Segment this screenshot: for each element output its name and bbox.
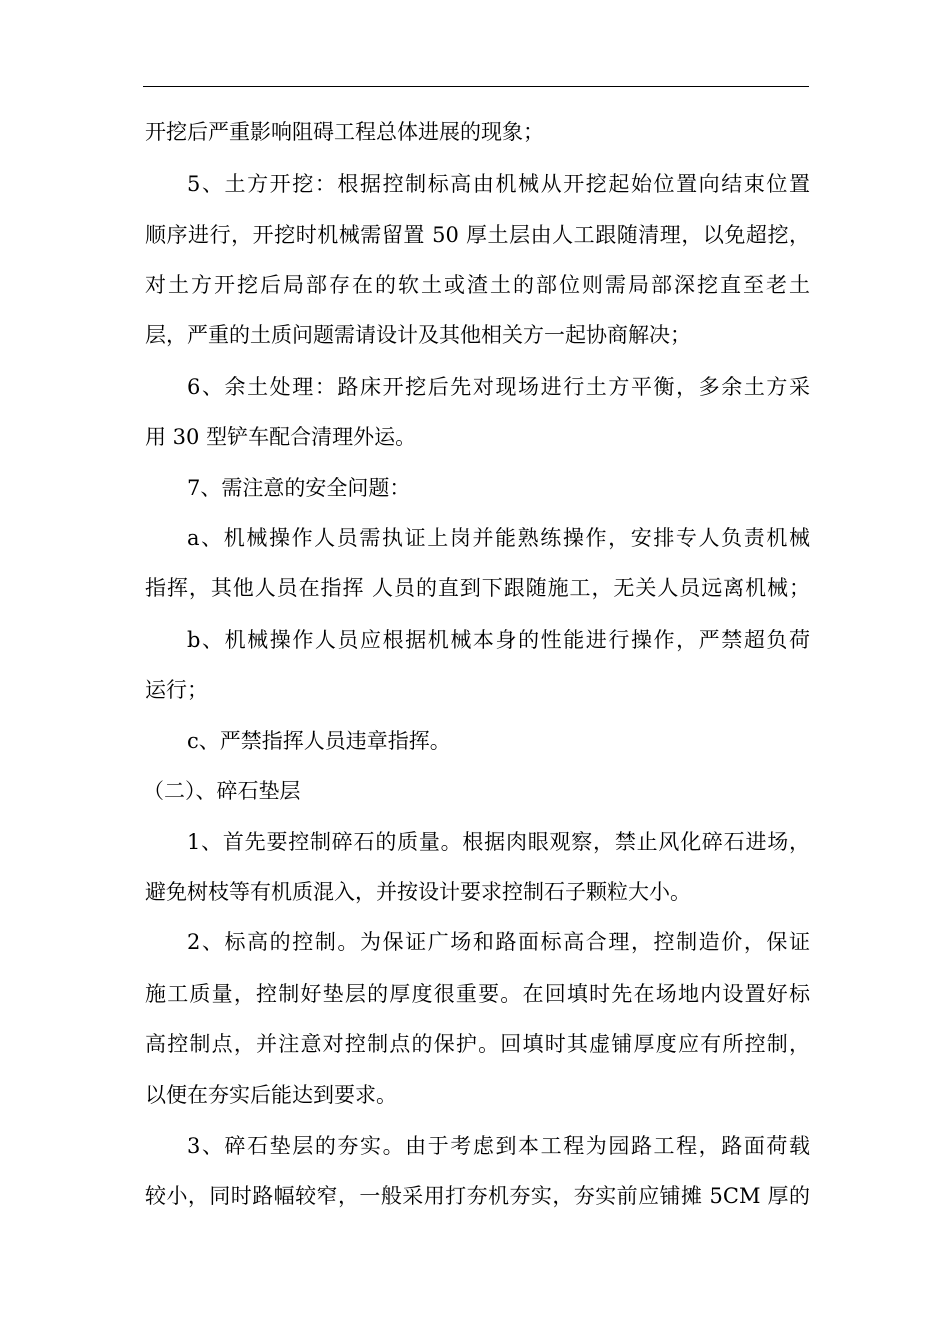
text-line: 层，严重的土质问题需请设计及其他相关方一起协商解决；	[145, 323, 691, 347]
text-line: 施工质量，控制好垫层的厚度很重要。在回填时先在场地内设置好标	[145, 982, 810, 1006]
text-line: 开挖后严重影响阻碍工程总体进展的现象；	[145, 120, 544, 144]
text-line: 5、土方开挖：根据控制标高由机械从开挖起始位置向结束位置	[187, 172, 810, 196]
text-line: 3、碎石垫层的夯实。由于考虑到本工程为园路工程，路面荷载	[187, 1134, 810, 1158]
text-line: 较小，同时路幅较窄，一般采用打夯机夯实，夯实前应铺摊 5CM 厚的	[145, 1184, 810, 1208]
text-line: 避免树枝等有机质混入，并按设计要求控制石子颗粒大小。	[145, 880, 691, 904]
text-line: 顺序进行，开挖时机械需留置 50 厚土层由人工跟随清理，以免超挖，	[145, 223, 810, 247]
text-line: 用 30 型铲车配合清理外运。	[145, 425, 417, 449]
text-line: 6、余土处理：路床开挖后先对现场进行土方平衡，多余土方采	[187, 375, 810, 399]
text-line: 运行；	[145, 678, 208, 702]
text-line: 以便在夯实后能达到要求。	[145, 1083, 397, 1107]
section-heading: （二）、碎石垫层	[143, 779, 301, 803]
text-line: b、机械操作人员应根据机械本身的性能进行操作，严禁超负荷	[187, 628, 810, 652]
text-line: a、机械操作人员需执证上岗并能熟练操作，安排专人负责机械	[187, 526, 810, 550]
text-line: 对土方开挖后局部存在的软土或渣土的部位则需局部深挖直至老土	[145, 273, 810, 297]
text-line: 1、首先要控制碎石的质量。根据肉眼观察，禁止风化碎石进场，	[187, 830, 810, 854]
header-rule	[143, 86, 809, 87]
text-line: c、严禁指挥人员违章指挥。	[187, 729, 451, 753]
text-line: 指挥，其他人员在指挥 人员的直到下跟随施工，无关人员远离机械；	[145, 576, 810, 600]
text-line: 7、需注意的安全问题：	[187, 476, 411, 500]
text-line: 2、标高的控制。为保证广场和路面标高合理，控制造价，保证	[187, 930, 810, 954]
text-line: 高控制点，并注意对控制点的保护。回填时其虚铺厚度应有所控制，	[145, 1032, 810, 1056]
